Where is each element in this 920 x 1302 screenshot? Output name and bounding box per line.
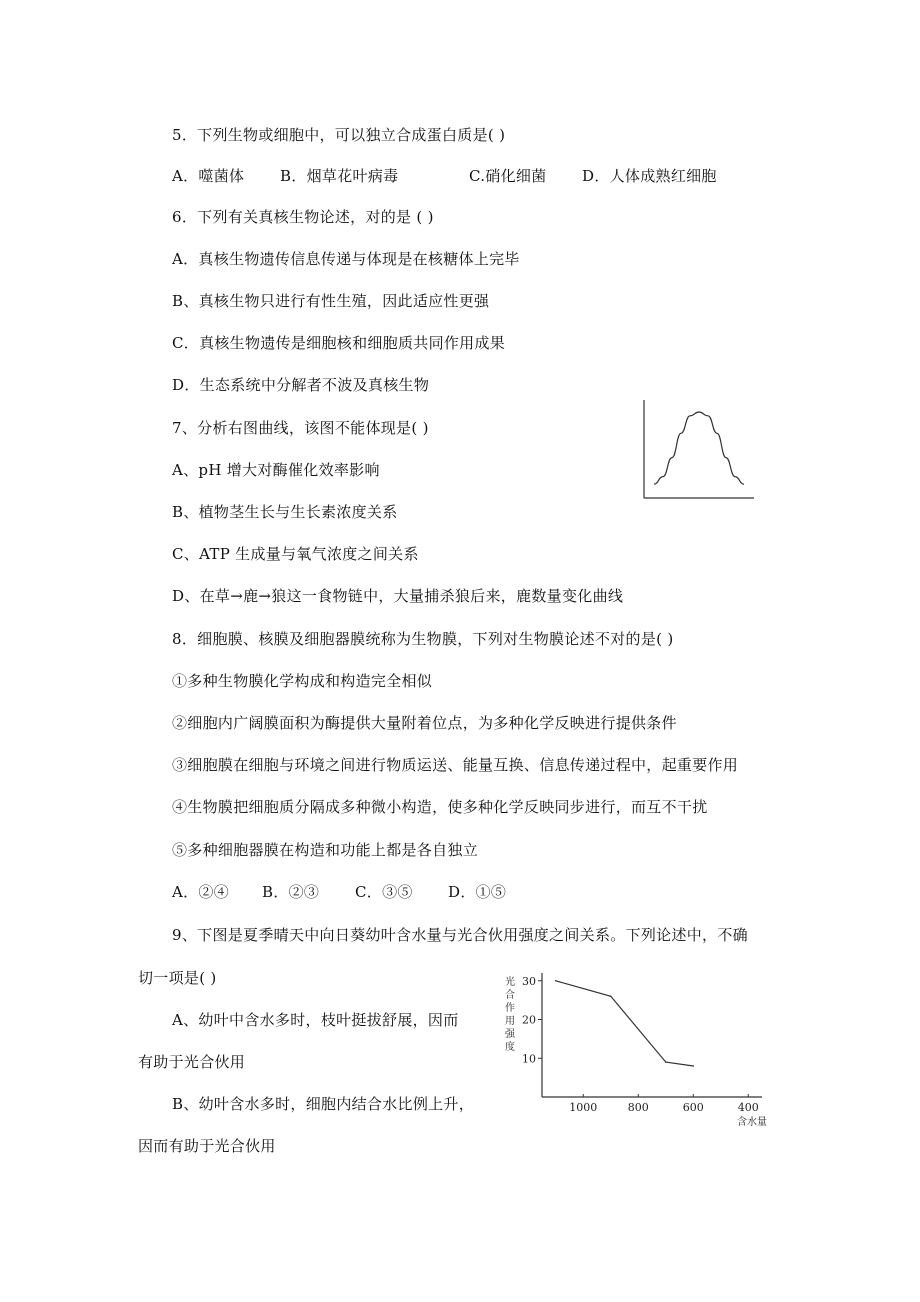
q9-option-a-line2: 有助于光合伙用 [138, 1053, 246, 1071]
q6-stem: 6．下列有关真核生物论述，对的是 ( ) [172, 208, 434, 226]
q9-stem-line2: 切一项是( ) [138, 969, 217, 987]
q7-option-c: C、ATP 生成量与氧气浓度之间关系 [172, 545, 419, 563]
q9-option-b-line1: B、幼叶含水多时，细胞内结合水比例上升， [172, 1095, 475, 1113]
chart9-y-label-char: 光 [505, 977, 515, 988]
q6-option-b: B、真核生物只进行有性生殖，因此适应性更强 [172, 292, 490, 310]
chart9-y-label-char: 强 [505, 1029, 515, 1040]
q7-stem: 7、分析右图曲线，该图不能体现是( ) [172, 419, 429, 437]
chart9-data-point [665, 1061, 667, 1063]
q6-option-c: C．真核生物遗传是细胞核和细胞质共同作用成果 [172, 334, 506, 352]
q9-option-b-line2: 因而有助于光合伙用 [138, 1137, 276, 1155]
q5-option-c: C.硝化细菌 [469, 167, 547, 185]
q7-option-a: A、pH 增大对酶催化效率影响 [172, 461, 380, 479]
bell-curve-chart [632, 398, 762, 508]
q8-option-c: C．③⑤ [355, 883, 413, 901]
q5-option-b: B．烟草花叶病毒 [280, 167, 399, 185]
q6-option-d: D．生态系统中分解者不波及真核生物 [172, 376, 430, 394]
q5-option-a: A．噬菌体 [172, 167, 245, 185]
q9-stem-line1: 9、下图是夏季晴天中向日葵幼叶含水量与光合伙用强度之间关系。下列论述中，不确 [172, 926, 748, 944]
chart9-data-point [555, 980, 557, 982]
chart9-x-tick-label: 1000 [569, 1101, 598, 1114]
q8-statement-2: ②细胞内广阔膜面积为酶提供大量附着位点，为多种化学反映进行提供条件 [172, 714, 677, 732]
chart9-y-label-char: 作 [505, 1003, 515, 1014]
q8-option-a: A．②④ [172, 883, 230, 901]
chart9-data-point [692, 1065, 694, 1067]
q8-options [172, 882, 572, 902]
q8-statement-3: ③细胞膜在细胞与环境之间进行物质运送、能量互换、信息传递过程中，起重要作用 [172, 756, 739, 774]
water-photosynthesis-chart [500, 965, 780, 1135]
q8-statement-5: ⑤多种细胞器膜在构造和功能上都是各自独立 [172, 841, 479, 859]
q8-stem: 8．细胞膜、核膜及细胞器膜统称为生物膜，下列对生物膜论述不对的是( ) [172, 630, 674, 648]
q8-statement-4: ④生物膜把细胞质分隔成多种微小构造，使多种化学反映同步进行，而互不干扰 [172, 798, 708, 816]
chart9-data-point [610, 995, 612, 997]
chart9-y-label-char: 用 [505, 1016, 515, 1027]
q6-option-a: A．真核生物遗传信息传递与体现是在核糖体上完毕 [172, 250, 520, 268]
chart9-y-tick-label: 30 [522, 974, 536, 988]
q8-statement-1: ①多种生物膜化学构成和构造完全相似 [172, 672, 433, 690]
q8-option-d: D．①⑤ [448, 883, 507, 901]
q7-option-b: B、植物茎生长与生长素浓度关系 [172, 503, 398, 521]
chart9-x-label: 含水量 [737, 1117, 767, 1128]
chart9-y-label-char: 合 [505, 990, 515, 1001]
chart9-y-tick-label: 20 [522, 1013, 536, 1027]
q7-option-d: D、在草→鹿→狼这一食物链中，大量捕杀狼后来，鹿数量变化曲线 [172, 587, 624, 605]
q5-option-d: D．人体成熟红细胞 [582, 167, 717, 185]
chart9-data-line [556, 981, 694, 1066]
chart7-bell-curve-line [654, 412, 744, 484]
chart9-x-tick-label: 400 [737, 1101, 759, 1114]
q5-stem: 5．下列生物或细胞中，可以独立合成蛋白质是( ) [172, 126, 506, 144]
chart9-y-tick-label: 10 [522, 1052, 536, 1066]
chart9-x-tick-label: 600 [682, 1101, 704, 1114]
q8-option-b: B．②③ [262, 883, 320, 901]
q9-option-a-line1: A、幼叶中含水多时，枝叶挺拔舒展，因而 [172, 1011, 459, 1029]
chart9-x-tick-label: 800 [627, 1101, 649, 1114]
chart9-y-label-char: 度 [505, 1042, 515, 1053]
q5-options [172, 166, 772, 186]
